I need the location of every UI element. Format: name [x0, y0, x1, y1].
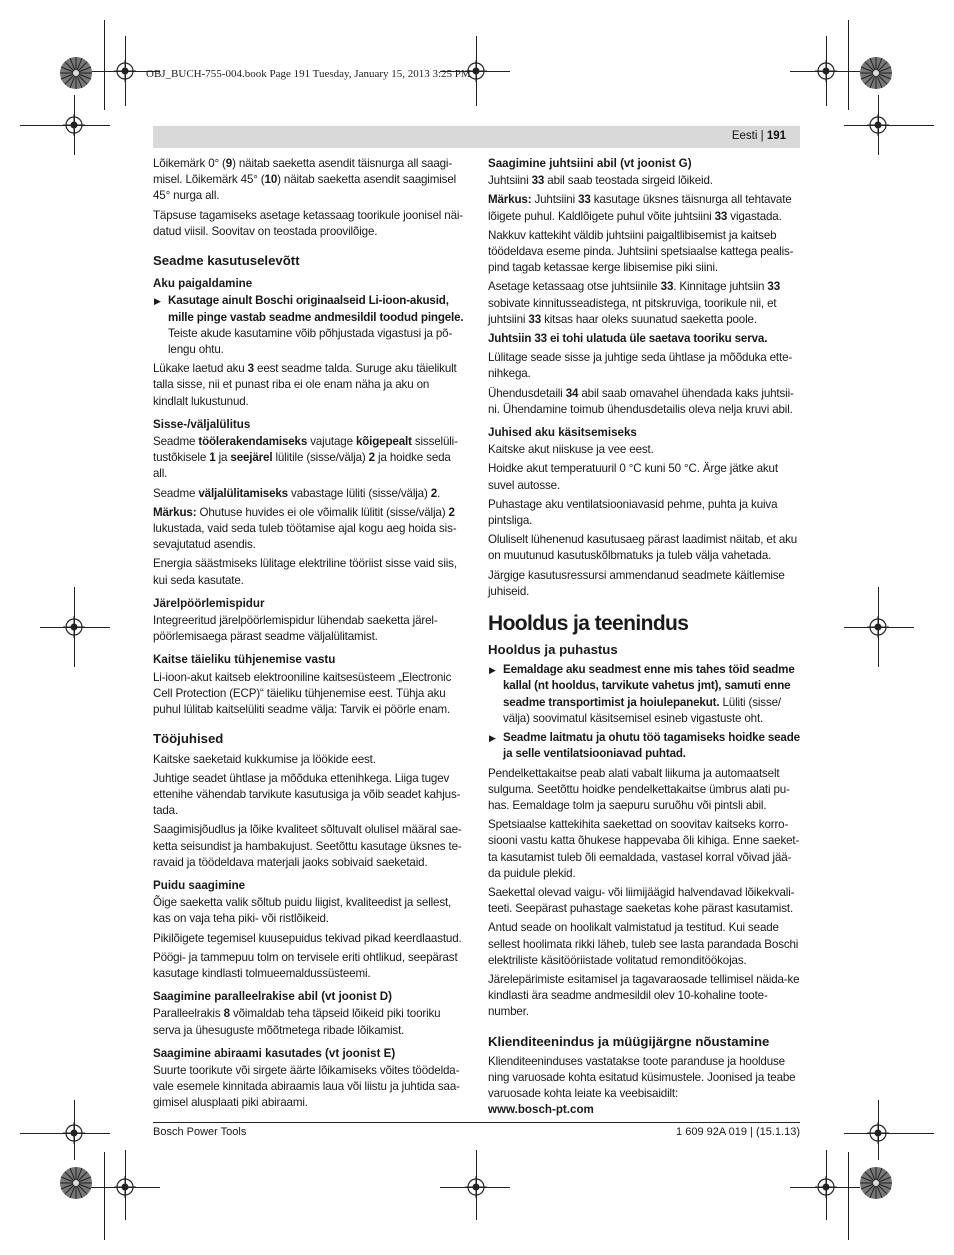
registration-mark-icon: [63, 1122, 85, 1144]
text-run: ja hoidke seda all.: [153, 451, 451, 481]
header-text: [732, 130, 786, 142]
text-run: vigastada.: [727, 209, 782, 223]
registration-mark-icon: [815, 1176, 837, 1198]
bullet-item: [153, 293, 464, 358]
text-run: võimaldab teha täpseid lõikeid piki tooriku serva ja ühesuguste mõõtmetega ribade lõikamist.: [153, 1007, 441, 1037]
text-run: sobivate kinnitusseadistega, nt pitskruviga, toorikule nii, et juhtsiini: [488, 296, 777, 326]
bold-text-run: 8: [223, 1007, 230, 1021]
text-run: lukustada, vaid seda tuleb töötamise ajal kogu aeg hoida sis-sevajutatud asendis.: [153, 522, 457, 552]
text-run: ja: [215, 451, 231, 465]
paragraph: Juhtige seadet ühtlase ja mõõduka ettenihkega. Liiga tugev ettenihe vähendab tarvikute kasutusiga ja võib seadet kahjus-tada.: [153, 771, 461, 818]
section-heading: Seadme kasutuselevõtt: [153, 253, 300, 269]
paragraph: [488, 173, 800, 189]
text-run: Seadme: [153, 486, 199, 500]
paragraph: Õige saeketta valik sõltub puidu liigist, kvaliteedist ja sellest, kas on vaja teha piki- või ristlõikeid.: [153, 896, 452, 926]
text-run: Lüliti (sisse/ välja) soovimatul käsitsemisel esineb vigastuste oht.: [503, 695, 781, 725]
subsection-heading: Saagimine abiraami kasutades (vt joonist E): [153, 1046, 396, 1060]
paragraph: Kaitske saeketaid kukkumise ja löökide eest.: [153, 752, 376, 766]
color-bar-star-icon: [59, 56, 93, 90]
bold-text-run: Seadme laitmatu ja ohutu töö tagamiseks hoidke seade ja selle ventilatsiooniavad puhtad.: [503, 731, 800, 761]
page-number: 191: [766, 130, 786, 142]
subsection-heading: Kaitse täieliku tühjenemise vastu: [153, 653, 336, 667]
text-run: Teiste akude kasutamine võib põhjustada vigastusi ja põ-lengu ohtu.: [168, 326, 453, 357]
subsection-heading: Puidu saagimine: [153, 878, 246, 892]
paragraph: [488, 386, 800, 418]
text-run: kitsas haar oleks suunatud saeketta poole.: [541, 312, 757, 326]
section-heading: Tööjuhised: [153, 731, 224, 747]
text-run: ) näitab saeketta asendit täisnurga all saagi-misel. Lõikemärk 45° (: [153, 157, 453, 187]
bold-text-run: Märkus:: [488, 193, 532, 207]
text-run: sisselüli-tustõkisele: [153, 435, 458, 465]
bold-text-run: 33: [531, 174, 545, 188]
bold-text-run: 2: [448, 505, 455, 519]
paragraph: Li-ioon-akut kaitseb elektrooniline kaitsesüsteem „Electronic Cell Protection (ECP)“ täieliku tühjenemise eest. Tühja aku puhul lülitab kaitselüliti seadme välja: Tarvik ei pöörle enam.: [153, 670, 452, 717]
paragraph: Pikilõigete tegemisel kuusepuidus tekivad pikad keerdlaastud.: [153, 931, 462, 945]
paragraph: Pöögi- ja tammepuu tolm on tervisele eriti ohtlikud, seepärast kasutage kindlasti tolmueemaldussüsteemi.: [153, 950, 458, 980]
bullet-text: [168, 294, 464, 356]
note-paragraph: [153, 505, 464, 554]
subsection-heading: Saagimine paralleelrakise abil (vt joonist D): [153, 990, 393, 1004]
paragraph: Suurte toorikute või sirgete äärte lõikamiseks võites töödelda-vale esemele kinnitada abiraamis laua või liistu ja juhtida saa-gimisel alusplaati piki abiraami.: [153, 1063, 460, 1110]
print-slug: OBJ_BUCH-755-004.book Page 191 Tuesday, January 15, 2013 3:25 PM: [146, 68, 471, 80]
paragraph: [153, 486, 464, 502]
website-link[interactable]: www.bosch-pt.com: [488, 1103, 594, 1117]
bold-text-run: 33: [660, 280, 674, 294]
registration-mark-icon: [465, 1176, 487, 1198]
bullet-text: [503, 731, 800, 760]
text-run: Lõikemärk 0° (: [153, 157, 226, 170]
subsection-heading: Järelpöörlemispidur: [153, 596, 265, 610]
bold-text-run: töölerakendamiseks: [198, 435, 308, 449]
text-run: Juhtsiini: [488, 174, 532, 188]
paragraph: Energia säästmiseks lülitage elektriline tööriist sisse vaid siis, kui seda kasutate.: [153, 557, 457, 587]
paragraph: Integreeritud järelpöörlemispidur lühendab saeketta järel-pöörlemisaega pärast seadme väljalülitamist.: [153, 614, 438, 644]
registration-mark-icon: [815, 60, 837, 82]
header-language: Eesti: [731, 130, 758, 142]
text-run: abil saab omavahel ühendada kaks juhtsii-ni. Ühendamine toimub ühendusdetailis oleva nelja kruvi abil.: [488, 386, 794, 416]
left-column: [153, 156, 464, 1115]
footer-rule: [153, 1122, 800, 1123]
bold-text-run: Märkus:: [153, 505, 197, 519]
paragraph: [153, 156, 464, 205]
bold-text-run: seejärel: [230, 451, 273, 465]
text-run: Juhtsiini: [531, 193, 579, 207]
bold-text-run: 34: [565, 386, 579, 400]
registration-mark-icon: [867, 114, 889, 136]
subsection-heading: Juhised aku käsitsemiseks: [488, 426, 637, 440]
bullet-text: [503, 663, 795, 725]
text-run: kasutage üksnes täisnurga all tehtavate lõigete puhul. Kaldlõigete puhul võite juhtsiini: [488, 193, 792, 223]
subsection-heading: Saagimine juhtsiini abil (vt joonist G): [488, 157, 692, 170]
paragraph: Oluliselt lühenenud kasutusaeg pärast laadimist näitab, et aku on muutunud kasutuskõlbmatuks ja tuleb välja vahetada.: [488, 533, 798, 563]
subsection-heading: Sisse-/väljalülitus: [153, 417, 251, 431]
bullet-triangle-icon: ▶: [154, 296, 161, 307]
header-separator: |: [757, 130, 767, 142]
bold-text-run: 33: [767, 280, 781, 294]
registration-mark-icon: [63, 114, 85, 136]
text-run: Asetage ketassaag otse juhtsiinile: [488, 280, 661, 294]
color-bar-star-icon: [859, 56, 893, 90]
chapter-heading: Hooldus ja teenindus: [488, 612, 689, 636]
bold-text-run: Eemaldage aku seadmest enne mis tahes töid seadme kallal (nt hooldus, tarvikute vahetus jmt), samuti enne seadme transportimist ja hoiulepanekut.: [503, 663, 795, 709]
text-run: ) näitab saeketta asendit saagimisel 45° nurga all.: [153, 173, 457, 203]
footer-brand: Bosch Power Tools: [153, 1126, 247, 1138]
text-run: . Kinnitage juhtsiin: [673, 280, 768, 294]
bold-text-run: kõigepealt: [355, 435, 412, 449]
paragraph: Puhastage aku ventilatsiooniavasid pehme, puhta ja kuiva pintsliga.: [488, 497, 778, 528]
bold-text-run: 1: [209, 451, 216, 465]
color-bar-star-icon: [59, 1166, 93, 1200]
paragraph: Spetsiaalse kattekihita saekettad on soovitav kaitseks korro-siooni vastu katta õhukese happevaba õli kihiga. Enne saeket-ta kasutamist tuleb õli eemaldada, vastasel korral võivad jää-da puidule plekid.: [488, 818, 800, 880]
bold-text-run: 9: [225, 157, 233, 170]
text-run: vajutage: [307, 435, 356, 449]
note-paragraph: [488, 192, 800, 224]
bold-text-run: 2: [430, 486, 438, 500]
paragraph: Saekettal olevad vaigu- või liimijäägid halvendavad lõikekvali-teeti. Seepärast puhastage saeketas kohe pärast kasutamist.: [488, 885, 795, 916]
bullet-item: [488, 662, 800, 727]
text-run: Lükake laetud aku: [153, 362, 248, 376]
bold-text-run: 3: [247, 362, 254, 376]
text-run: lülitile (sisse/välja): [272, 451, 369, 465]
paragraph: [153, 1006, 464, 1038]
paragraph: Lülitage seade sisse ja juhtige seda ühtlase ja mõõduka ette-nihkega.: [488, 351, 793, 381]
text-run: abil saab teostada sirgeid lõikeid.: [544, 174, 713, 188]
text-run: eest seadme talda. Suruge aku täielikult talla sisse, nii et punast riba ei ole enam näha ja aku on kindlalt lukustunud.: [153, 362, 457, 408]
text-run: Ohutuse huvides ei ole võimalik lülitit (sisse/välja): [196, 505, 449, 519]
bullet-triangle-icon: ▶: [489, 665, 496, 676]
text-run: Ühendusdetaili: [488, 386, 566, 400]
bold-text-run: väljalülitamiseks: [198, 486, 288, 500]
paragraph: Nakkuv kattekiht väldib juhtsiini paigaltlibisemist ja kaitseb töödeldava eseme pinda. Juhtsiini spetsiaalse kattega pealis-pind tagab ketassae kerge libisemise piki siini.: [488, 228, 794, 275]
color-bar-star-icon: [859, 1166, 893, 1200]
registration-mark-icon: [63, 616, 85, 638]
bullet-triangle-icon: ▶: [489, 733, 496, 744]
paragraph: Saagimisjõudlus ja lõike kvaliteet sõltuvalt olulisel määral sae-ketta seisundist ja hambakujust. Seetõttu kasutage üksnes te-ravaid ja töödeldava materjali jaoks sobivaid saeketaid.: [153, 823, 462, 869]
text-run: Paralleelrakis: [153, 1007, 224, 1021]
paragraph: [153, 361, 464, 410]
paragraph: Täpsuse tagamiseks asetage ketassaag toorikule joonisel näi-datud viisil. Soovitav on teostada proovilõige.: [153, 208, 464, 238]
bold-text-run: 33: [528, 312, 541, 326]
page-header: [153, 126, 800, 148]
bullet-item: [488, 730, 800, 762]
section-heading: Klienditeenindus ja müügijärgne nõustamine: [488, 1033, 770, 1049]
right-column: [488, 156, 800, 1119]
paragraph: Järgige kasutusressursi ammendanud seadmete käitlemise juhiseid.: [488, 568, 785, 598]
paragraph: [488, 279, 800, 328]
text-run: .: [437, 486, 441, 500]
text-run: vabastage lüliti (sisse/välja): [287, 486, 431, 500]
registration-mark-icon: [114, 60, 136, 82]
registration-mark-icon: [867, 616, 889, 638]
paragraph: Kaitske akut niiskuse ja vee eest.: [488, 443, 654, 457]
paragraph: Klienditeeninduses vastatakse toote paranduse ja hoolduse ning varuosade kohta esitatud küsimustele. Joonised ja teabe varuosade kohta leiate ka veebisaidilt:: [488, 1054, 796, 1101]
paragraph: [153, 434, 464, 483]
registration-mark-icon: [867, 1122, 889, 1144]
bold-text-run: Kasutage ainult Boschi originaalseid Li-ioon-akusid, mille pinge vastab seadme andmesildil toodud pingele.: [168, 294, 464, 324]
text-run: Seadme: [153, 435, 199, 449]
paragraph: Antud seade on hoolikalt valmistatud ja testitud. Kui seade sellest hoolimata rikki läheb, tuleb see lasta parandada Boschi elektriliste käsitööriistade volitatud remonditöökojas.: [488, 921, 799, 967]
registration-mark-icon: [114, 1176, 136, 1198]
footer-doc-number: 1 609 92A 019 | (15.1.13): [676, 1126, 800, 1138]
bold-text-run: 2: [368, 451, 375, 465]
paragraph: Järelepärimiste esitamisel ja tagavaraosade tellimisel näida-ke kindlasti ära seadme andmesildil olev 10-kohaline toote-number.: [488, 972, 800, 1019]
bold-text-run: 33: [578, 193, 591, 207]
bold-text-run: 33: [714, 209, 728, 223]
subsection-heading: Aku paigaldamine: [153, 277, 253, 291]
section-heading: Hooldus ja puhastus: [488, 642, 618, 658]
paragraph: Pendelkettakaitse peab alati vabalt liikuma ja automaatselt sulguma. Seetõttu hoidke pendelkettakaitse ümbrus alati pu-has. Eemaldage tolm ja saepuru suruõhu või pintsli abil.: [488, 766, 790, 812]
bold-text-run: 10: [264, 173, 278, 187]
paragraph: Hoidke akut temperatuuril 0 °C kuni 50 °C. Ärge jätke akut suvel autosse.: [488, 462, 778, 492]
warning-paragraph: Juhtsiin 33 ei tohi ulatuda üle saetava tooriku serva.: [488, 332, 768, 346]
